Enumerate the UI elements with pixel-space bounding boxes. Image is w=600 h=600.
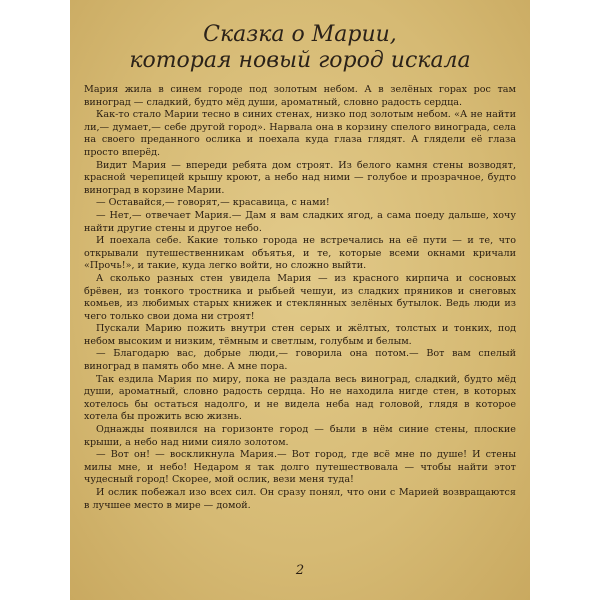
book-page: [70, 0, 530, 600]
paragraph: Так ездила Мария по миру, пока не раздала весь виноград, сладкий, будто мёд души, ароматный, словно радость сердца. Но не находила нигде стен, в которых хотелось бы остаться надолго, и не видела неба над головой, глядя в которое хотела бы прожить всю жизнь.: [84, 373, 516, 423]
paragraph: И ослик побежал изо всех сил. Он сразу понял, что они с Марией возвращаются в лучшее место в мире — домой.: [84, 487, 516, 511]
paragraph: И поехала себе. Какие только города не встречались на её пути — и те, что открывали путешественникам объятья, и те, которые всеми окнами кричали «Прочь!», и такие, куда легко войти, но сложно выйти.: [84, 235, 516, 272]
story-title: [84, 22, 516, 74]
paragraph: Однажды появился на горизонте город — были в нём синие стены, плоские крыши, а небо над ними сияло золотом.: [84, 424, 516, 448]
paragraph: — Благодарю вас, добрые люди,— говорила она потом.— Вот вам спелый виноград в память обо мне. А мне пора.: [84, 348, 516, 373]
title-line-1: Сказка о Марии,: [203, 22, 397, 47]
paragraph: — Нет,— отвечает Мария.— Дам я вам сладких ягод, а сама поеду дальше, хочу найти другие стены и другое небо.: [84, 209, 516, 234]
paragraph: А сколько разных стен увидела Мария — из красного кирпича и сосновых брёвен, из тонкого тростника и рыбьей чешуи, из сладких пряников и снеговых комьев, из любимых старых книжек и стеклянных зелёных бутылок. Ведь люди из чего только свои дома ни строят!: [84, 272, 516, 322]
title-line-2: которая новый город искала: [129, 48, 471, 73]
paragraph: Мария жила в синем городе под золотым небом. А в зелёных горах рос там виноград — сладкий, будто мёд души, ароматный, словно радость сердца.: [84, 84, 516, 108]
paragraph: — Вот он! — воскликнула Мария.— Вот город, где всё мне по душе! И стены милы мне, и небо! Недаром я так долго путешествовала — чтобы найти этот чудесный город! Скорее, мой ослик, вези меня туда!: [84, 449, 516, 486]
paragraph: Пускали Марию пожить внутри стен серых и жёлтых, толстых и тонких, под небом высоким и низким, тёмным и светлым, голубым и белым.: [84, 323, 516, 347]
paragraph: — Оставайся,— говорят,— красавица, с нами!: [96, 197, 330, 209]
page-number: 2: [295, 563, 305, 578]
story-text: [84, 84, 516, 512]
paragraph: Как-то стало Марии тесно в синих стенах, низко под золотым небом. «А не найти ли,— думает,— себе другой город». Нарвала она в корзину спелого винограда, села на своего преданного ослика и поехала куда глаза глядят. А глядели её глаза просто вперёд.: [84, 109, 516, 158]
paragraph: Видит Мария — впереди ребята дом строят. Из белого камня стены возводят, красной черепицей крышу кроют, а небо над ними — голубое и прозрачное, будто виноград в корзине Марии.: [84, 159, 516, 196]
